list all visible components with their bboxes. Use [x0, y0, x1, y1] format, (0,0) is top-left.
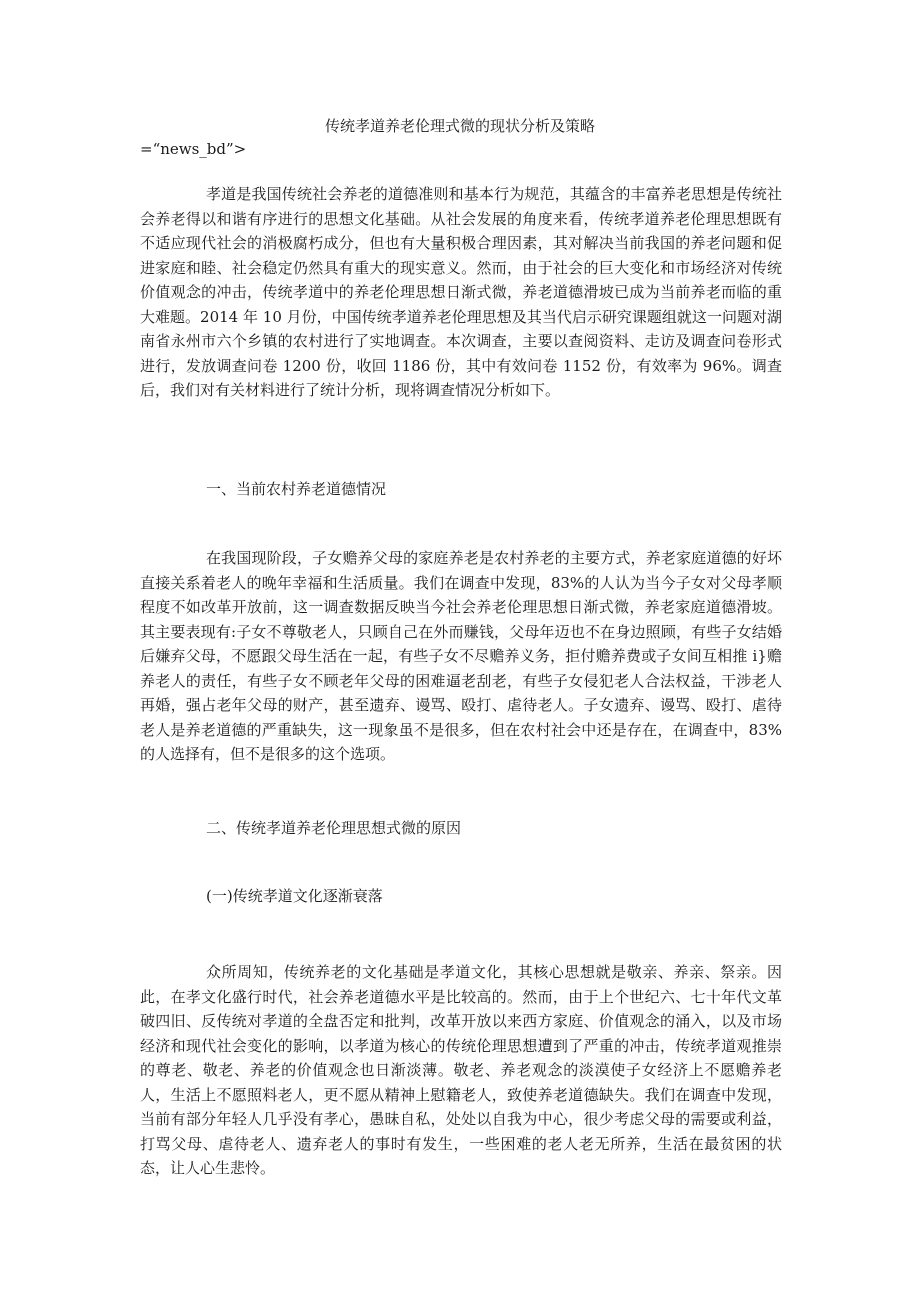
paragraph-rural-ethics: 在我国现阶段，子女赡养父母的家庭养老是农村养老的主要方式，养老家庭道德的好坏直接关系着老人的晚年幸福和生活质量。我们在调查中发现，83%的人认为当今子女对父母孝顺程度不如改革开放前，这一调查数据反映当今社会养老伦理思想日渐式微，养老家庭道德滑坡。其主要表现有:子女不尊敬老人，只顾自己在外而赚钱，父母年迈也不在身边照顾，有些子女结婚后嫌弃父母，不愿跟父母生活在一起，有些子女不尽赡养义务，拒付赡养费或子女间互相推 i}赡养老人的责任，有些子女不顾老年父母的困难逼老刮老，有些子女侵犯老人合法权益，干涉老人再婚，强占老年父母的财产，甚至遗弃、谩骂、殴打、虐待老人。子女遗弃、谩骂、殴打、虐待老人是养老道德的严重缺失，这一现象虽不是很多，但在农村社会中还是存在，在调查中，83%的人选择有，但不是很多的这个选项。 — [140, 549, 782, 763]
section-heading-2: 二、传统孝道养老伦理思想式微的原因 — [206, 819, 462, 837]
paragraph-intro: 孝道是我国传统社会养老的道德准则和基本行为规范，其蕴含的丰富养老思想是传统社会养老得以和谐有序进行的思想文化基础。从社会发展的角度来看，传统孝道养老伦理思想既有不适应现代社会的消极腐朽成分，但也有大量积极合理因素，其对解决当前我国的养老问题和促进家庭和睦、社会稳定仍然具有重大的现实意义。然而，由于社会的巨大变化和市场经济对传统价值观念的冲击，传统孝道中的养老伦理思想日渐式微，养老道德滑坡已成为当前养老而临的重大难题。2014 年 10 月份，中国传统孝道养老伦理思想及其当代启示研究课题组就这一问题对湖南省永州市六个乡镇的农村进行了实地调查。本次调查，主要以查阅资料、走访及调查问卷形式进行，发放调查问卷 1200 份，收回 1186 份，其中有效问卷 1152 份，有效率为 96%。调查后，我们对有关材料进行了统计分析，现将调查情况分析如下。 — [140, 185, 782, 399]
section-heading-1: 一、当前农村养老道德情况 — [206, 480, 387, 498]
subsection-heading-1: (一)传统孝道文化逐渐衰落 — [206, 887, 383, 905]
html-fragment-text: =“news_bd”> — [140, 140, 247, 158]
paragraph-culture-decline: 众所周知，传统养老的文化基础是孝道文化，其核心思想就是敬亲、养亲、祭亲。因此，在孝文化盛行时代，社会养老道德水平是比较高的。然而，由于上个世纪六、七十年代文革破四旧、反传统对孝道的全盘否定和批判，改革开放以来西方家庭、价值观念的涌入，以及市场经济和现代社会变化的影响，以孝道为核心的传统伦理思想遭到了严重的冲击，传统孝道观推崇的尊老、敬老、养老的价值观念也日渐淡薄。敬老、养老观念的淡漠使子女经济上不愿赡养老人，生活上不愿照料老人，更不愿从精神上慰籍老人，致使养老道德缺失。我们在调查中发现，当前有部分年轻人几乎没有孝心，愚昧自私，处处以自我为中心，很少考虑父母的需要或利益，打骂父母、虐待老人、遗弃老人的事时有发生，一些困难的老人老无所养，生活在最贫困的状态，让人心生悲怜。 — [140, 963, 782, 1177]
document-title: 传统孝道养老伦理式微的现状分析及策略 — [324, 117, 595, 135]
